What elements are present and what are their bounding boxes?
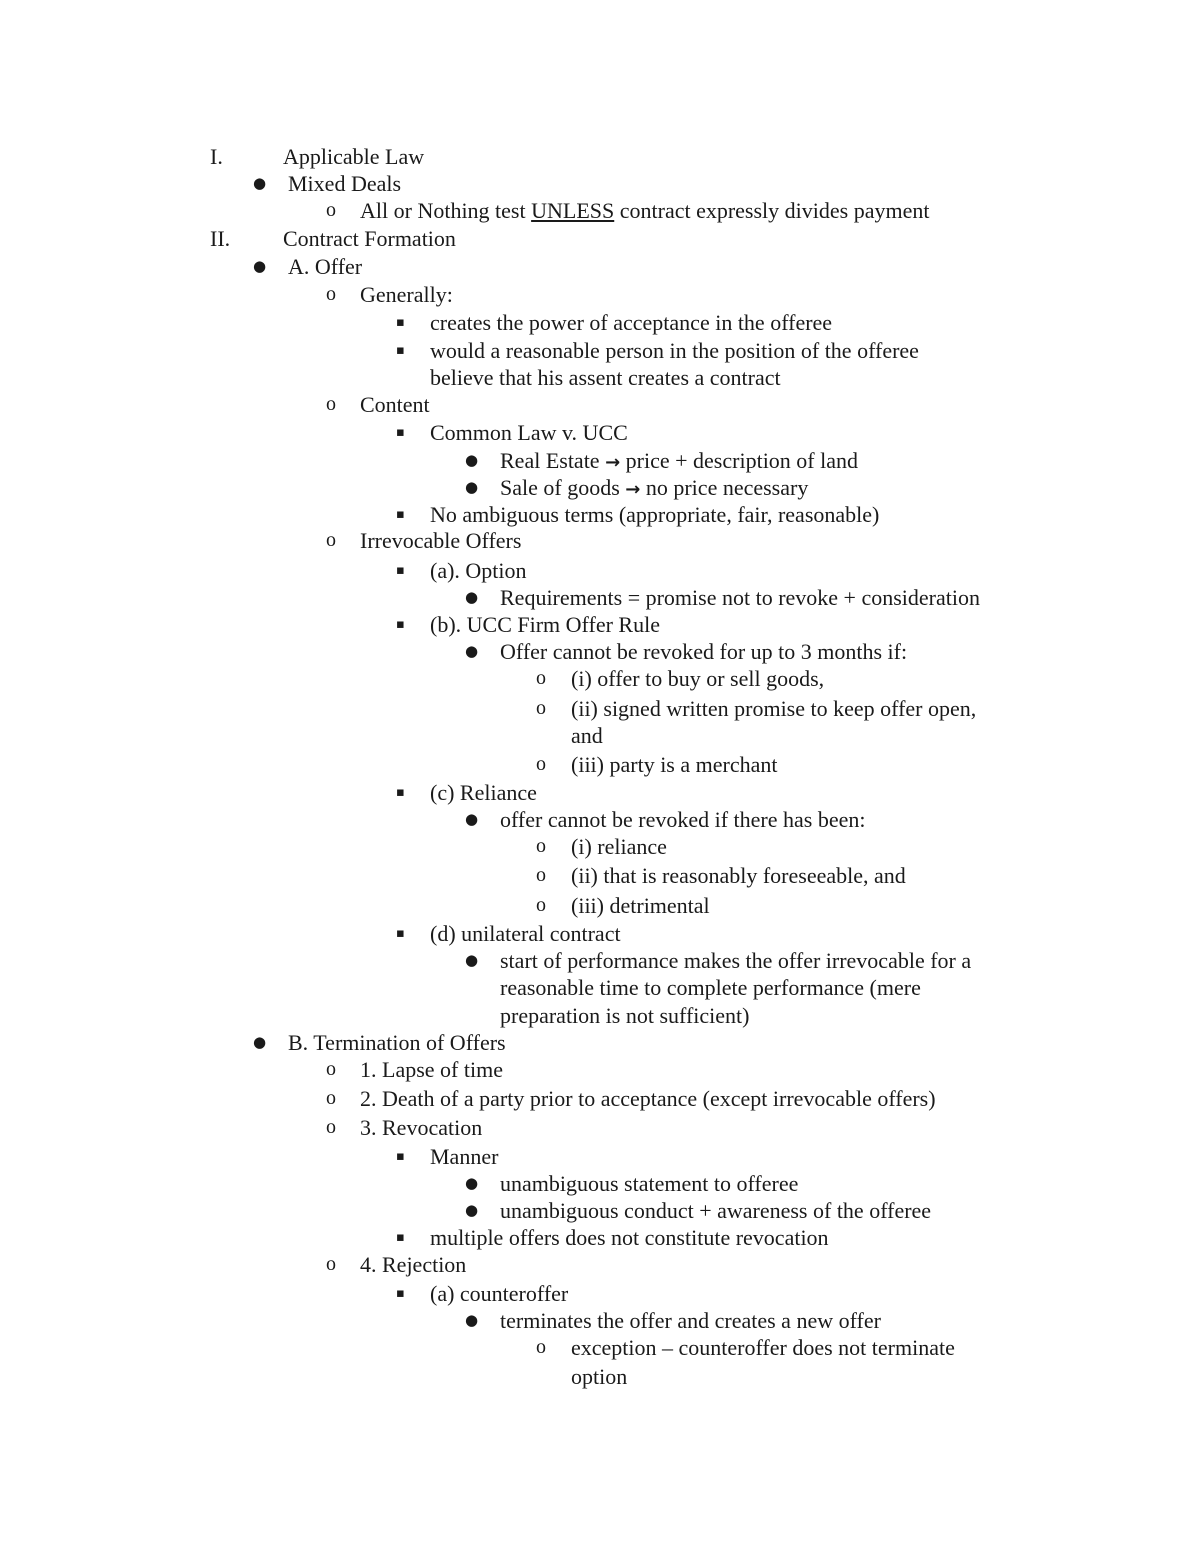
list-item: Generally:: [360, 282, 453, 307]
bullet-square-icon: ▪: [396, 343, 405, 358]
bullet-circle-icon: o: [536, 1336, 546, 1358]
bullet-circle-icon: o: [536, 667, 546, 689]
list-item: 3. Revocation: [360, 1115, 483, 1140]
bullet-disc-icon: ●: [465, 1201, 479, 1219]
bullet-circle-icon: o: [326, 529, 336, 551]
list-item: multiple offers does not constitute revocation: [430, 1225, 829, 1250]
arrow-right-icon: →: [625, 479, 641, 500]
list-item: terminates the offer and creates a new offer: [500, 1308, 881, 1333]
list-item: 2. Death of a party prior to acceptance (except irrevocable offers): [360, 1086, 936, 1111]
list-item: start of performance makes the offer irrevocable for a: [500, 948, 972, 973]
bullet-square-icon: ▪: [396, 563, 405, 578]
list-item: (d) unilateral contract: [430, 921, 621, 946]
roman-numeral: II.: [210, 226, 231, 251]
bullet-circle-icon: o: [536, 697, 546, 719]
bullet-square-icon: ▪: [396, 1230, 405, 1245]
roman-numeral: I.: [210, 144, 223, 169]
list-item: (i) offer to buy or sell goods,: [571, 666, 825, 691]
list-item: Mixed Deals: [288, 171, 402, 196]
arrow-right-icon: →: [605, 452, 621, 473]
list-item: creates the power of acceptance in the offeree: [430, 310, 833, 335]
bullet-circle-icon: o: [536, 894, 546, 916]
list-item: Offer cannot be revoked for up to 3 months if:: [500, 639, 908, 664]
bullet-disc-icon: ●: [465, 1311, 479, 1329]
list-item: (iii) detrimental: [571, 893, 710, 918]
list-item-continuation: and: [571, 723, 603, 748]
section-heading: Contract Formation: [283, 226, 456, 251]
bullet-circle-icon: o: [326, 1116, 336, 1138]
list-item: unambiguous conduct + awareness of the offeree: [500, 1198, 932, 1223]
bullet-square-icon: ▪: [396, 1286, 405, 1301]
bullet-square-icon: ▪: [396, 315, 405, 330]
bullet-disc-icon: ●: [465, 951, 479, 969]
bullet-square-icon: ▪: [396, 785, 405, 800]
bullet-disc-icon: ●: [465, 1174, 479, 1192]
bullet-disc-icon: ●: [465, 451, 479, 469]
bullet-circle-icon: o: [326, 199, 336, 221]
list-item: Sale of goods → no price necessary: [500, 475, 809, 500]
list-item: Irrevocable Offers: [360, 528, 522, 553]
list-item: (b). UCC Firm Offer Rule: [430, 612, 660, 637]
bullet-circle-icon: o: [536, 864, 546, 886]
bullet-disc-icon: ●: [253, 174, 267, 192]
emphasis-underline: UNLESS: [531, 198, 615, 223]
list-item: B. Termination of Offers: [288, 1030, 506, 1055]
list-item: (i) reliance: [571, 834, 667, 859]
list-item: unambiguous statement to offeree: [500, 1171, 799, 1196]
list-item-continuation: option: [571, 1364, 628, 1389]
list-item-continuation: believe that his assent creates a contract: [430, 365, 781, 390]
list-item: No ambiguous terms (appropriate, fair, reasonable): [430, 502, 880, 527]
bullet-circle-icon: o: [326, 1253, 336, 1275]
list-item: Real Estate → price + description of land: [500, 448, 859, 473]
list-item: offer cannot be revoked if there has been:: [500, 807, 866, 832]
bullet-circle-icon: o: [536, 753, 546, 775]
bullet-disc-icon: ●: [253, 257, 267, 275]
list-item-continuation: preparation is not sufficient): [500, 1003, 750, 1028]
bullet-circle-icon: o: [326, 1087, 336, 1109]
bullet-circle-icon: o: [326, 1058, 336, 1080]
section-heading: Applicable Law: [283, 144, 425, 169]
bullet-square-icon: ▪: [396, 425, 405, 440]
list-item: (a) counteroffer: [430, 1281, 569, 1306]
list-item: (ii) signed written promise to keep offer open,: [571, 696, 977, 721]
list-item: (c) Reliance: [430, 780, 537, 805]
bullet-square-icon: ▪: [396, 507, 405, 522]
bullet-disc-icon: ●: [465, 588, 479, 606]
bullet-disc-icon: ●: [465, 478, 479, 496]
bullet-square-icon: ▪: [396, 1149, 405, 1164]
list-item: Requirements = promise not to revoke + consideration: [500, 585, 980, 610]
list-item: Manner: [430, 1144, 499, 1169]
bullet-square-icon: ▪: [396, 617, 405, 632]
list-item: (ii) that is reasonably foreseeable, and: [571, 863, 906, 888]
bullet-disc-icon: ●: [253, 1033, 267, 1051]
bullet-square-icon: ▪: [396, 926, 405, 941]
bullet-disc-icon: ●: [465, 642, 479, 660]
list-item: 4. Rejection: [360, 1252, 467, 1277]
bullet-disc-icon: ●: [465, 810, 479, 828]
bullet-circle-icon: o: [536, 835, 546, 857]
list-item: exception – counteroffer does not terminate: [571, 1335, 955, 1360]
list-item: Common Law v. UCC: [430, 420, 628, 445]
bullet-circle-icon: o: [326, 283, 336, 305]
list-item: would a reasonable person in the position of the offeree: [430, 338, 919, 363]
list-item: A. Offer: [288, 254, 363, 279]
list-item: (a). Option: [430, 558, 527, 583]
list-item: 1. Lapse of time: [360, 1057, 503, 1082]
bullet-circle-icon: o: [326, 393, 336, 415]
list-item: Content: [360, 392, 430, 417]
list-item: (iii) party is a merchant: [571, 752, 778, 777]
list-item-continuation: reasonable time to complete performance (mere: [500, 975, 921, 1000]
list-item: All or Nothing test UNLESS contract expressly divides payment: [360, 198, 930, 223]
